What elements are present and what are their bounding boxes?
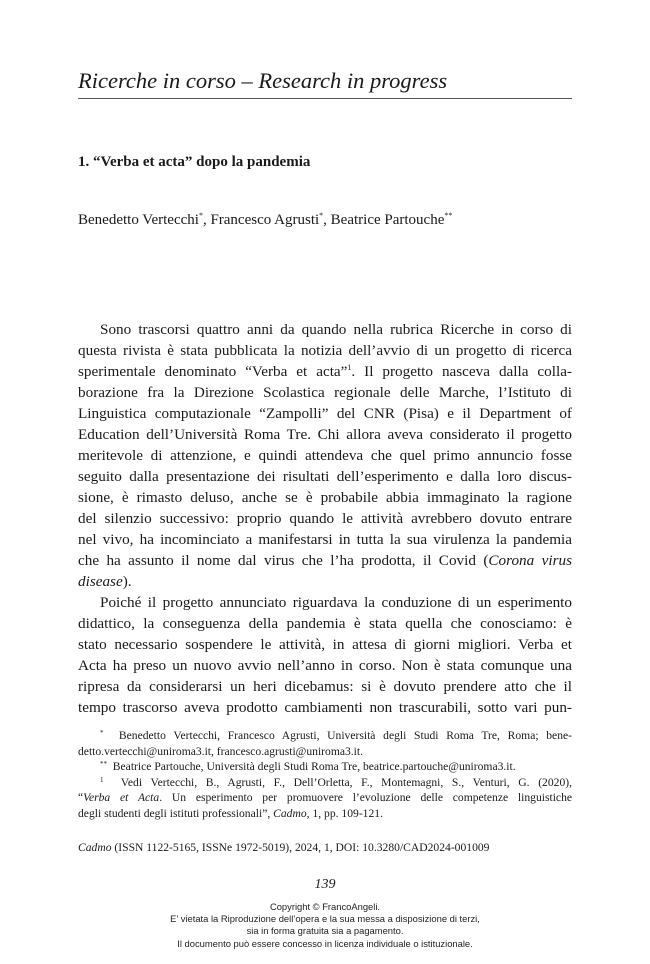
text-run: “ xyxy=(78,791,84,804)
text-run: degli studenti degli istituti professionali”, xyxy=(78,806,274,820)
text-run: . Il progetto nasceva dalla colla- xyxy=(351,363,572,380)
section-title: 1. “Verba et acta” dopo la pandemia xyxy=(78,154,311,170)
text-line xyxy=(78,571,572,592)
copyright-line: Copyright © FrancoAngeli. xyxy=(269,901,381,912)
footnote-line xyxy=(78,728,572,744)
text-line: questa rivista è stata pubblicata la notizia dell’avvio di un progetto di ricerca xyxy=(78,342,572,359)
text-line: seguito dalla presentazione dei risultati dell’esperimento e dalla loro discus- xyxy=(78,468,572,485)
text-run: che ha assunto il nome dal virus che l’ha prodotta, il Covid ( xyxy=(78,552,489,569)
text-line: Poiché il progetto annunciato riguardava la conduzione di un esperimento xyxy=(100,594,572,611)
footnote-marker: 1 xyxy=(100,775,104,784)
footnotes xyxy=(78,728,572,821)
text-line xyxy=(78,361,572,382)
footnote-line: detto.vertecchi@uniroma3.it, francesco.agrusti@uniroma3.it. xyxy=(78,744,364,758)
italic-text: disease xyxy=(78,573,123,590)
text-line: ripresa da considerarsi un heri dicebamus: si è dovuto prendere atto che il xyxy=(78,678,572,695)
text-run: . Un esperimento per promuovere l’evoluzione delle competenze linguistiche xyxy=(159,791,573,804)
text-line: meritevole di attenzione, e quindi attendeva che quel primo annuncio fosse xyxy=(78,447,572,464)
header-rule xyxy=(78,98,572,99)
italic-text: Cadmo xyxy=(273,806,307,820)
footnote-line xyxy=(78,790,572,806)
text-run: Benedetto Vertecchi, Francesco Agrusti, Università degli Studi Roma Tre, Roma; bene- xyxy=(118,729,573,742)
journal-name: Cadmo xyxy=(78,841,112,854)
page-number: 139 xyxy=(314,877,336,892)
author-name: Benedetto Vertecchi xyxy=(78,212,199,228)
footnote-marker: * xyxy=(319,211,324,220)
footnote-marker: ** xyxy=(100,760,107,768)
footnote-line xyxy=(78,806,572,822)
text-line xyxy=(78,550,572,571)
footnote-marker: * xyxy=(198,211,203,220)
copyright-line: sia in forma gratuita sia a pagamento. xyxy=(246,925,404,937)
authors-line xyxy=(78,206,452,230)
text-line: Acta ha preso un nuovo avvio nell’anno in corso. Non è stata comunque una xyxy=(78,657,572,674)
text-run: Beatrice Partouche, Università degli Studi Roma Tre, beatrice.partouche@uniroma3.it. xyxy=(112,760,516,773)
text-line: Education dell’Università Roma Tre. Chi allora aveva considerato il progetto xyxy=(78,426,572,443)
text-line: stato necessario sospendere le attività, in attesa di giorni migliori. Verba et xyxy=(78,636,572,653)
journal-citation xyxy=(78,840,489,855)
italic-text: Corona virus xyxy=(488,552,572,569)
text-line: nel vivo, ha incominciato a manifestarsi in tutta la sua virulenza la pandemia xyxy=(78,531,572,548)
copyright-notice xyxy=(0,901,650,950)
citation-details: (ISSN 1122-5165, ISSNe 1972-5019), 2024, 1, DOI: 10.3280/CAD2024-001009 xyxy=(111,841,490,854)
text-line: sione, è rimasto deluso, anche se è probabile abbia immaginato la ragione xyxy=(78,489,572,506)
text-line: Linguistica computazionale “Zampolli” del CNR (Pisa) e il Department of xyxy=(78,405,572,422)
separator: , xyxy=(323,212,331,228)
text-line: borazione fra la Direzione Scolastica regionale delle Marche, l’Istituto di xyxy=(78,384,572,401)
footnote-reference[interactable]: 1 xyxy=(347,363,352,372)
italic-text: Verba et Acta xyxy=(83,791,160,804)
text-run: , 1, pp. 109-121. xyxy=(306,806,383,820)
copyright-line: E’ vietata la Riproduzione dell’opera e la sua messa a disposizione di terzi, xyxy=(170,913,480,925)
footnote-marker: ** xyxy=(444,211,453,220)
text-line: del silenzio successivo: proprio quando le attività avrebbero dovuto entrare xyxy=(78,510,572,527)
separator: , xyxy=(202,212,211,228)
author-name: Beatrice Partouche xyxy=(330,212,445,228)
text-run: ). xyxy=(122,573,132,590)
footnote-line xyxy=(78,759,572,775)
footnote-marker: * xyxy=(100,729,104,737)
running-head: Ricerche in corso – Research in progress xyxy=(78,68,448,93)
footnote-line xyxy=(78,775,572,791)
text-run: Vedi Vertecchi, B., Agrusti, F., Dell’Orletta, F., Montemagni, S., Venturi, G. (2020), xyxy=(120,775,572,789)
text-line: Sono trascorsi quattro anni da quando nella rubrica Ricerche in corso di xyxy=(100,321,572,338)
text-run: sperimentale denominato “Verba et acta” xyxy=(78,363,348,380)
copyright-line: Il documento può essere concesso in licenza individuale o istituzionale. xyxy=(177,937,473,949)
text-line: didattico, la conseguenza della pandemia è stata quella che conosciamo: è xyxy=(78,615,572,632)
body-text xyxy=(78,319,572,718)
author-name: Francesco Agrusti xyxy=(210,212,320,228)
text-line: tempo trascorso aveva prodotto cambiamenti non trascurabili, sotto vari pun- xyxy=(78,699,572,716)
